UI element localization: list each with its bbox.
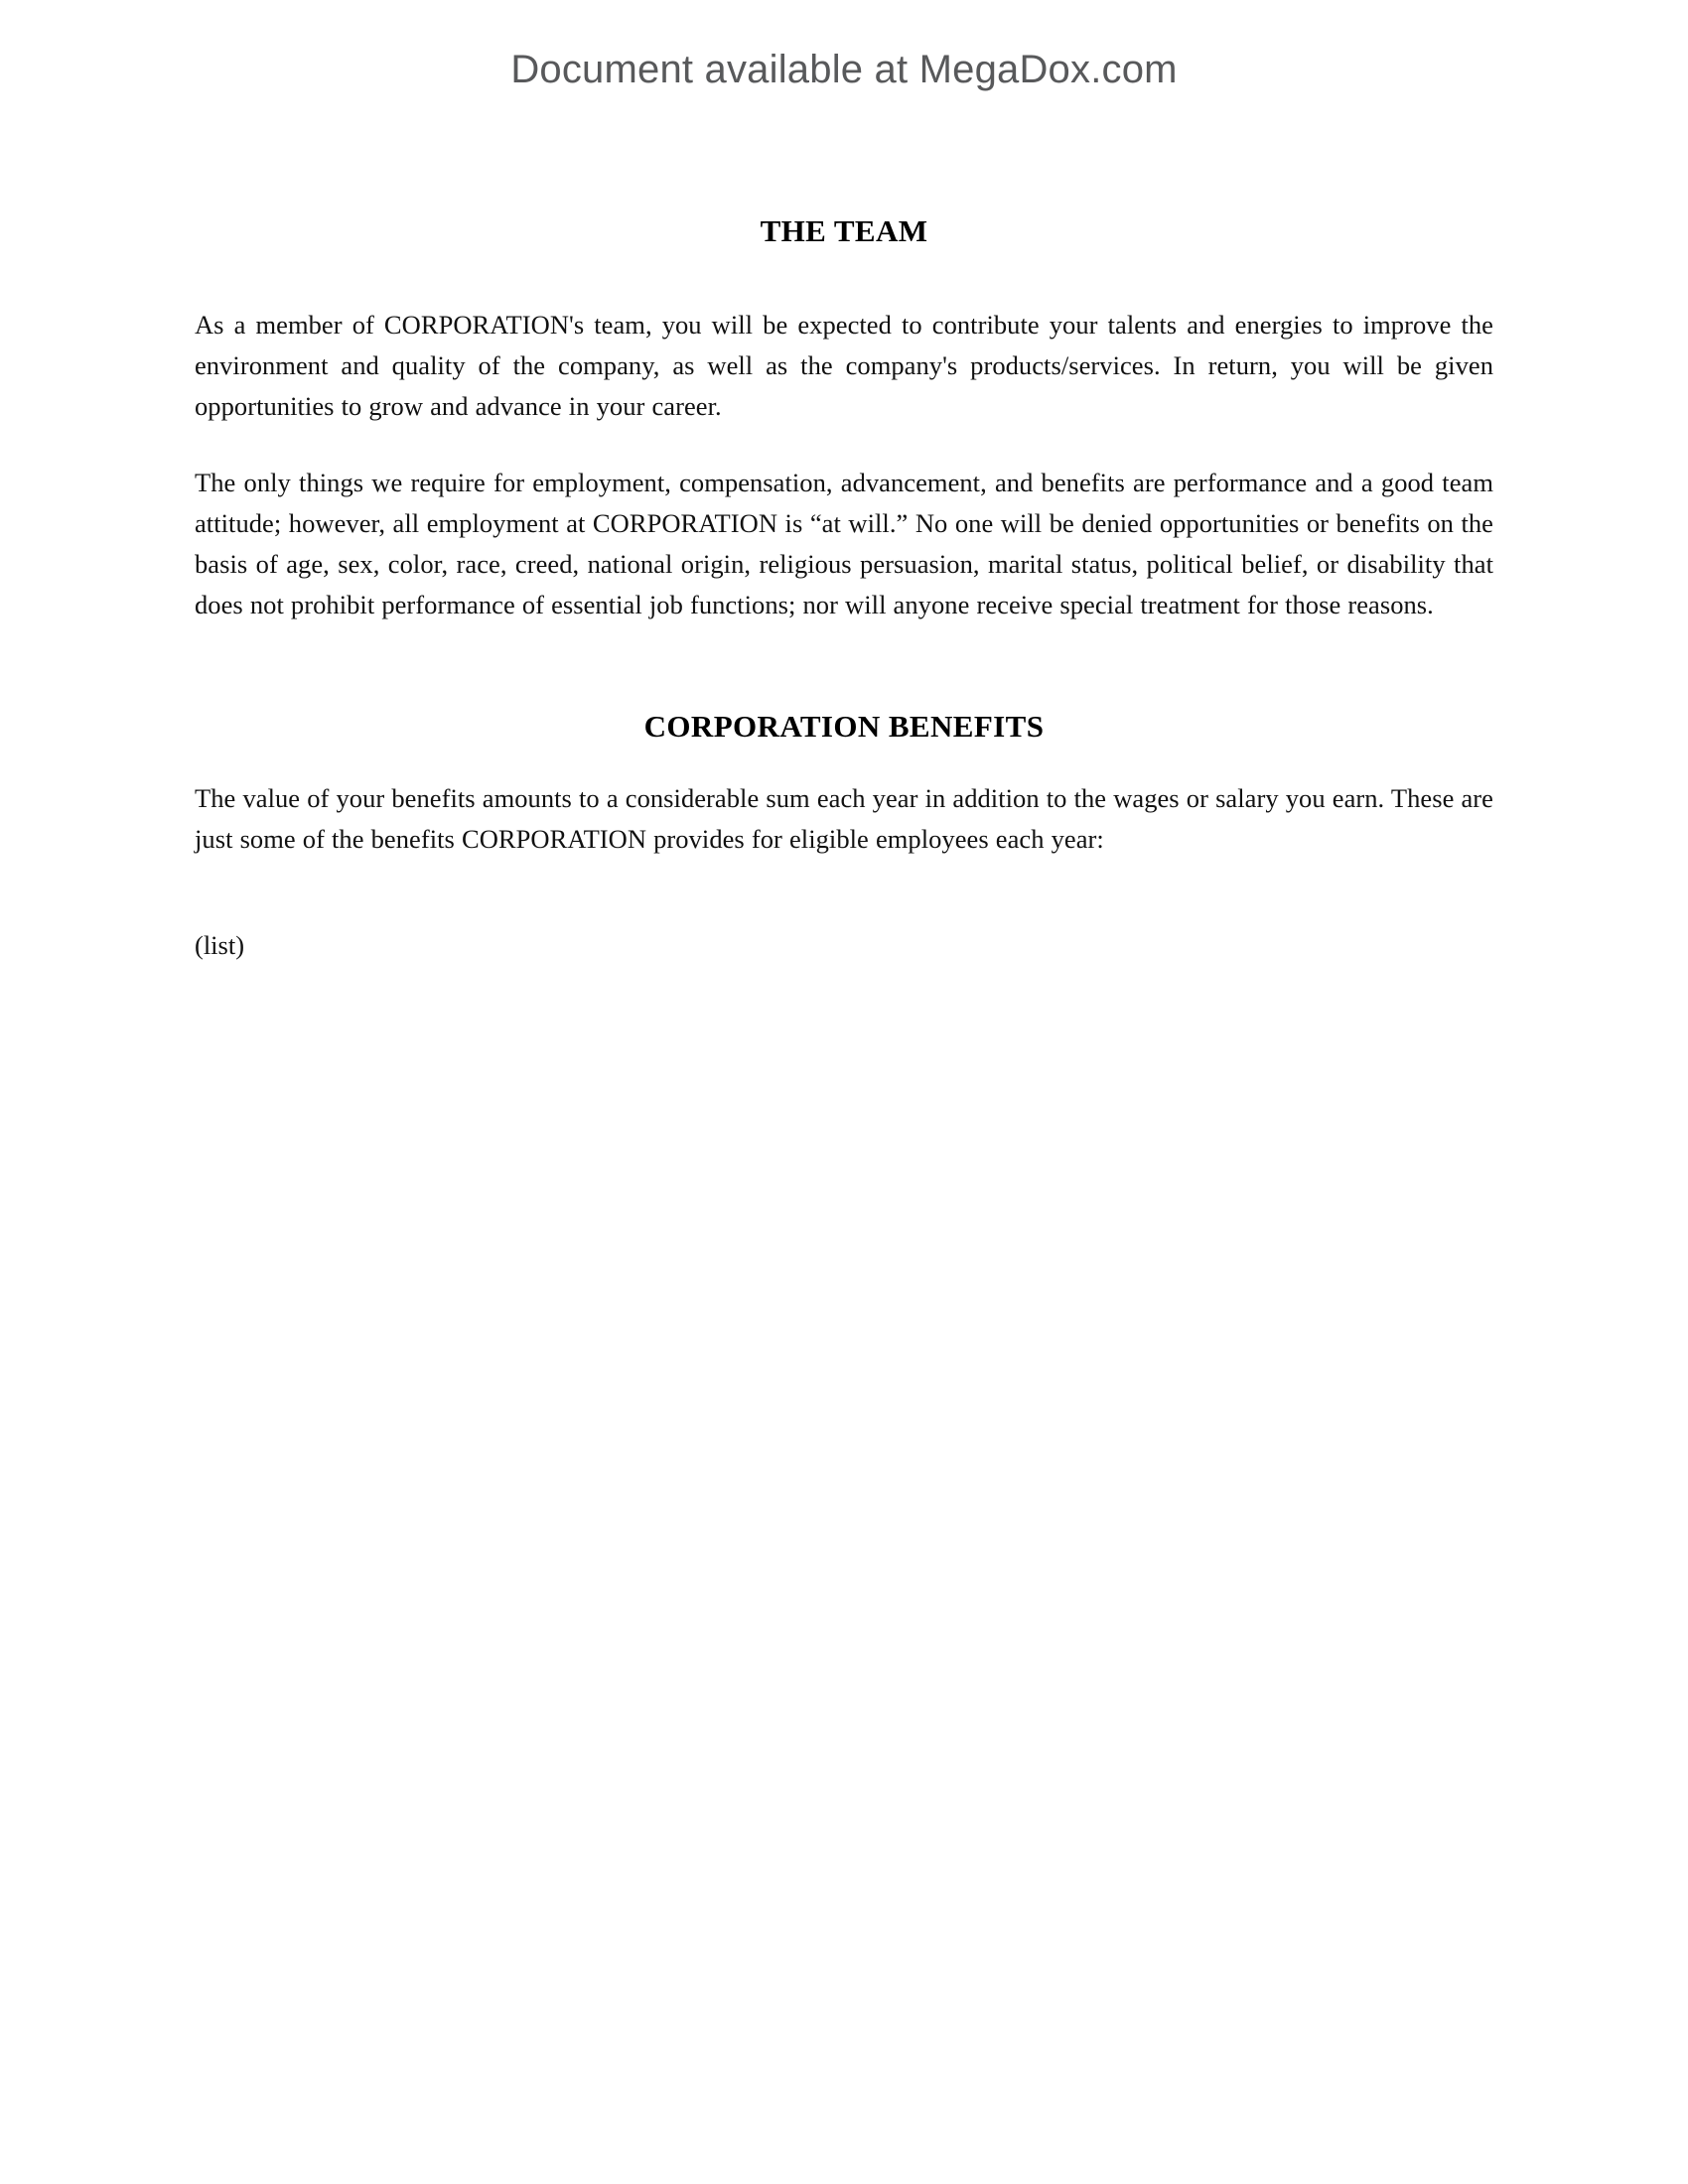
- benefits-list-placeholder: (list): [195, 930, 245, 960]
- paragraph-benefits-value: The value of your benefits amounts to a considerable sum each year in addition to the wages or salary you earn. These are just some of the benefits CORPORATION provides for eligible employees each year:: [195, 783, 1493, 854]
- paragraph-team-requirements: The only things we require for employment, compensation, advancement, and benefits are performance and a good team attitude; however, all employment at CORPORATION is “at will.” No one will be denied opportunities or benefits on the basis of age, sex, color, race, creed, national origin, religious persuasion, marital status, political belief, or disability that does not prohibit performance of essential job functions; nor will anyone receive special treatment for those reasons.: [195, 468, 1493, 619]
- paragraph-team-intro: As a member of CORPORATION's team, you will be expected to contribute your talents and energies to improve the environment and quality of the company, as well as the company's products/services. In return, you will be given opportunities to grow and advance in your career.: [195, 310, 1493, 421]
- page-blank-area: [195, 966, 1493, 2184]
- section-heading-corporation-benefits: CORPORATION BENEFITS: [643, 709, 1045, 744]
- document-body: [195, 0, 1493, 2184]
- section-heading-the-team: THE TEAM: [760, 213, 928, 248]
- site-watermark-header: Document available at MegaDox.com: [510, 48, 1178, 91]
